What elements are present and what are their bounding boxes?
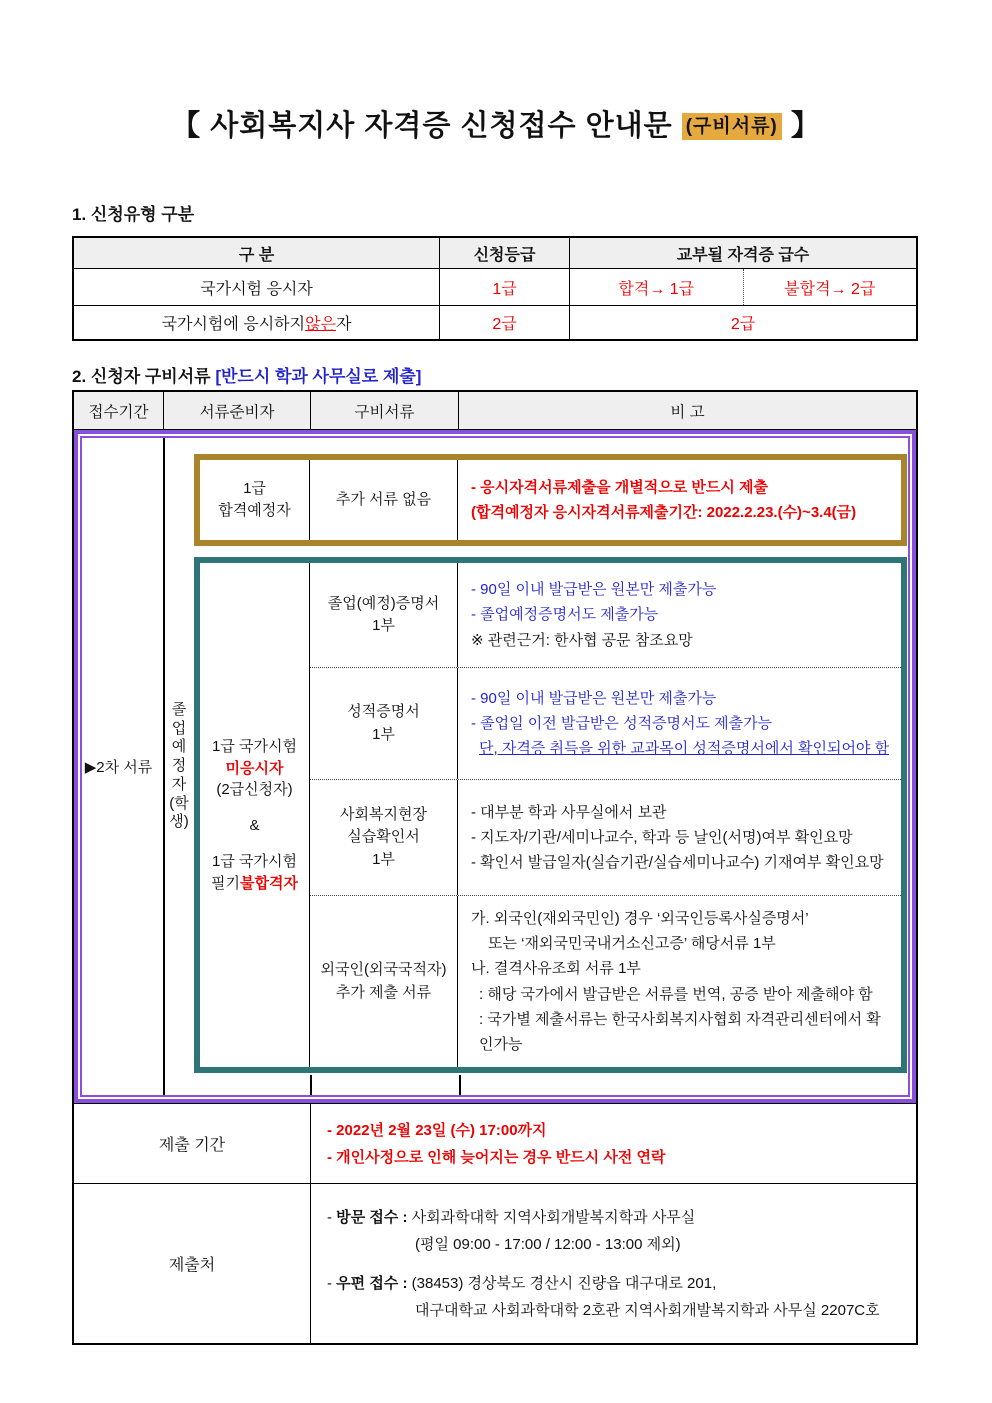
table1-cell-grade2: 2급 <box>440 306 570 339</box>
table2-header-period: 접수기간 <box>74 392 164 429</box>
preparer-vertical-strip <box>165 430 193 1103</box>
gold-remark-line2: (합격예정자 응시자격서류제출기간: 2022.2.23.(수)~3.4(금) <box>471 504 857 521</box>
mail-address-line2: 대구대학교 사회과학대학 2호관 지역사회개발복지학과 사무실 2207C호 <box>415 1301 880 1319</box>
table1-cell-category2 <box>74 306 440 339</box>
section2-heading <box>72 362 421 387</box>
remark-transcript-3: 단, 자격증 취득을 위한 교과목이 성적증명서에서 확인되어야 함 <box>479 740 890 758</box>
remark-foreigner-1: 가. 외국인(재외국민인) 경우 ‘외국인등록사실증명서’ <box>471 909 809 927</box>
column-divider-bottom-2 <box>459 1075 461 1096</box>
title-text: 사회복지사 자격증 신청접수 안내문 <box>210 110 682 142</box>
table1-cell-category: 국가시험 응시자 <box>74 269 440 305</box>
gold-remark-cell <box>458 460 901 540</box>
doc-cell-foreigner <box>310 896 458 1067</box>
submission-period-line1: - 2022년 2월 23일 (수) 17:00까지 <box>327 1121 547 1139</box>
submission-period-label: 제출 기간 <box>74 1104 311 1183</box>
table1-cell-issued2: 2급 <box>730 316 756 333</box>
teal-preparer-amp: & <box>249 817 260 834</box>
row-field-practice <box>310 780 901 896</box>
teal-preparer-line2: 미응시자 <box>225 759 284 777</box>
gold-remark-line1: - 응시자격서류제출을 개별적으로 반드시 제출 <box>471 478 768 496</box>
mail-text: (38453) 경상북도 경산시 진량읍 대구대로 201, <box>407 1274 717 1292</box>
table1-cell-grade: 1급 <box>440 269 570 305</box>
submission-place-label: 제출처 <box>74 1184 311 1343</box>
remark-graduation-3: ※ 관련근거: 한사협 공문 참조요망 <box>471 631 693 649</box>
remark-transcript-2: - 졸업일 이전 발급받은 성적증명서도 제출가능 <box>471 714 773 732</box>
doc-foreigner-line1: 외국인(외국국적자) <box>320 961 447 978</box>
table2-header-remark: 비 고 <box>670 403 705 421</box>
table2-header-docs: 구비서류 <box>311 392 459 429</box>
doc-practice-line3: 1부 <box>372 850 395 868</box>
remark-cell-graduation <box>458 563 901 667</box>
application-type-table <box>72 236 918 341</box>
column-divider-bottom-1 <box>310 1075 312 1096</box>
remark-graduation-2: - 졸업예정증명서도 제출가능 <box>471 606 659 624</box>
table1-header-category: 구 분 <box>74 238 440 268</box>
section2-heading-note: [반드시 학과 사무실로 제출] <box>215 367 422 386</box>
teal-preparer-line5: 1급 국가시험 <box>212 852 297 870</box>
submission-place-row <box>74 1183 916 1343</box>
teal-preparer-cell <box>200 563 310 1067</box>
spacer <box>327 1258 906 1270</box>
remark-foreigner-2: 또는 ‘재외국민국내거소신고증’ 해당서류 1부 <box>488 935 776 953</box>
doc-cell-practice <box>310 780 458 895</box>
doc-transcript-line2: 1부 <box>372 725 395 743</box>
page-title <box>0 103 992 144</box>
title-highlight-badge: (구비서류) <box>682 113 782 140</box>
submission-period-row <box>74 1103 916 1183</box>
remark-transcript-1: - 90일 이내 발급받은 원본만 제출가능 <box>471 689 717 707</box>
doc-graduation-line1: 졸업(예정)증명서 <box>327 594 440 612</box>
remark-practice-1: - 대부분 학과 사무실에서 보관 <box>471 803 667 821</box>
gold-docs-cell: 추가 서류 없음 <box>310 460 458 540</box>
remark-cell-transcript <box>458 668 901 779</box>
teal-preparer-line1: 1급 국가시험 <box>212 737 297 755</box>
remark-foreigner-3: 나. 결격사유조회 서류 1부 <box>471 960 641 978</box>
table1-cell-issued-split <box>570 269 916 305</box>
title-bracket-open: 【 <box>171 110 211 142</box>
submission-period-content <box>311 1104 916 1183</box>
visit-text: 사회과학대학 지역사회개발복지학과 사무실 <box>407 1208 696 1226</box>
doc-cell-graduation <box>310 563 458 667</box>
doc-practice-line1: 사회복지현장 <box>340 805 427 823</box>
doc-cell-transcript <box>310 668 458 779</box>
remark-cell-foreigner <box>458 896 901 1067</box>
row-transcript <box>310 668 901 780</box>
table2-body <box>74 430 916 1103</box>
teal-preparer-line6-black: 필기 <box>211 874 240 892</box>
table2-header-preparer: 서류준비자 <box>164 392 311 429</box>
gold-preparer-line2: 합격예정자 <box>218 502 291 519</box>
visit-hours: (평일 09:00 - 17:00 / 12:00 - 13:00 제외) <box>415 1235 681 1253</box>
category2-red-word: 않은 <box>305 316 336 333</box>
remark-cell-practice <box>458 780 901 895</box>
gold-preparer-cell <box>200 460 310 540</box>
teal-box-inner <box>198 561 903 1069</box>
teal-preparer-line3: (2급신청자) <box>216 781 293 799</box>
remark-practice-3: - 확인서 발급일자(실습기관/실습세미나교수) 기재여부 확인요망 <box>471 854 884 872</box>
table1-header-issued: 교부될 자격증 급수 <box>676 246 810 264</box>
gold-box-inner <box>198 458 903 542</box>
doc-graduation-line2: 1부 <box>372 617 395 634</box>
mail-dash: - <box>327 1274 337 1292</box>
table1-cell-fail: 불합격→ 2급 <box>784 280 876 298</box>
table1-row-exam-taker <box>74 268 916 305</box>
section1-heading: 1. 신청유형 구분 <box>72 205 195 224</box>
remark-graduation-1: - 90일 이내 발급받은 원본만 제출가능 <box>471 581 717 599</box>
doc-transcript-line1: 성적증명서 <box>347 703 420 720</box>
visit-line <box>327 1204 906 1231</box>
row-foreigner <box>310 896 901 1067</box>
period-cell: ▶2차 서류 <box>84 759 153 776</box>
category2-prefix: 국가시험에 응시하지 <box>161 316 306 333</box>
gold-preparer-line1: 1급 <box>243 480 266 498</box>
table1-cell-pass: 합격→ 1급 <box>570 269 744 305</box>
doc-practice-line2: 실습확인서 <box>347 828 420 846</box>
gold-box-grade1-candidates <box>194 454 907 546</box>
table1-row-non-taker <box>74 305 916 339</box>
teal-box-graduating-students <box>194 557 907 1073</box>
remark-foreigner-5: : 국가별 제출서류는 한국사회복지사협회 자격관리센터에서 확인가능 <box>479 1010 881 1053</box>
section2-heading-text: 2. 신청자 구비서류 <box>72 367 216 386</box>
table1-header-row <box>74 238 916 268</box>
teal-preparer-line6 <box>211 873 298 895</box>
teal-preparer-line6-red: 불합격자 <box>240 874 298 892</box>
table1-header-grade: 신청등급 <box>440 238 570 268</box>
mail-label: 우편 접수 : <box>336 1274 408 1292</box>
teal-rows <box>310 563 901 1067</box>
table2-header-row <box>74 392 916 430</box>
title-bracket-close: 】 <box>781 110 821 142</box>
visit-label: 방문 접수 : <box>336 1208 408 1226</box>
mail-line <box>327 1270 906 1297</box>
submission-period-line2: - 개인사정으로 인해 늦어지는 경우 반드시 사전 연락 <box>327 1148 666 1166</box>
remark-practice-2: - 지도자/기관/세미나교수, 학과 등 날인(서명)여부 확인요망 <box>471 828 853 846</box>
submission-place-content <box>311 1184 916 1343</box>
required-documents-table <box>72 390 918 1345</box>
row-graduation-certificate <box>310 563 901 668</box>
preparer-vertical-label: 졸업예정자(학생) <box>169 700 189 831</box>
remark-foreigner-4: : 해당 국가에서 발급받은 서류를 번역, 공증 받아 제출해야 함 <box>479 985 873 1003</box>
visit-dash: - <box>327 1208 337 1226</box>
category2-suffix: 자 <box>336 316 352 333</box>
doc-foreigner-line2: 추가 제출 서류 <box>335 983 432 1001</box>
